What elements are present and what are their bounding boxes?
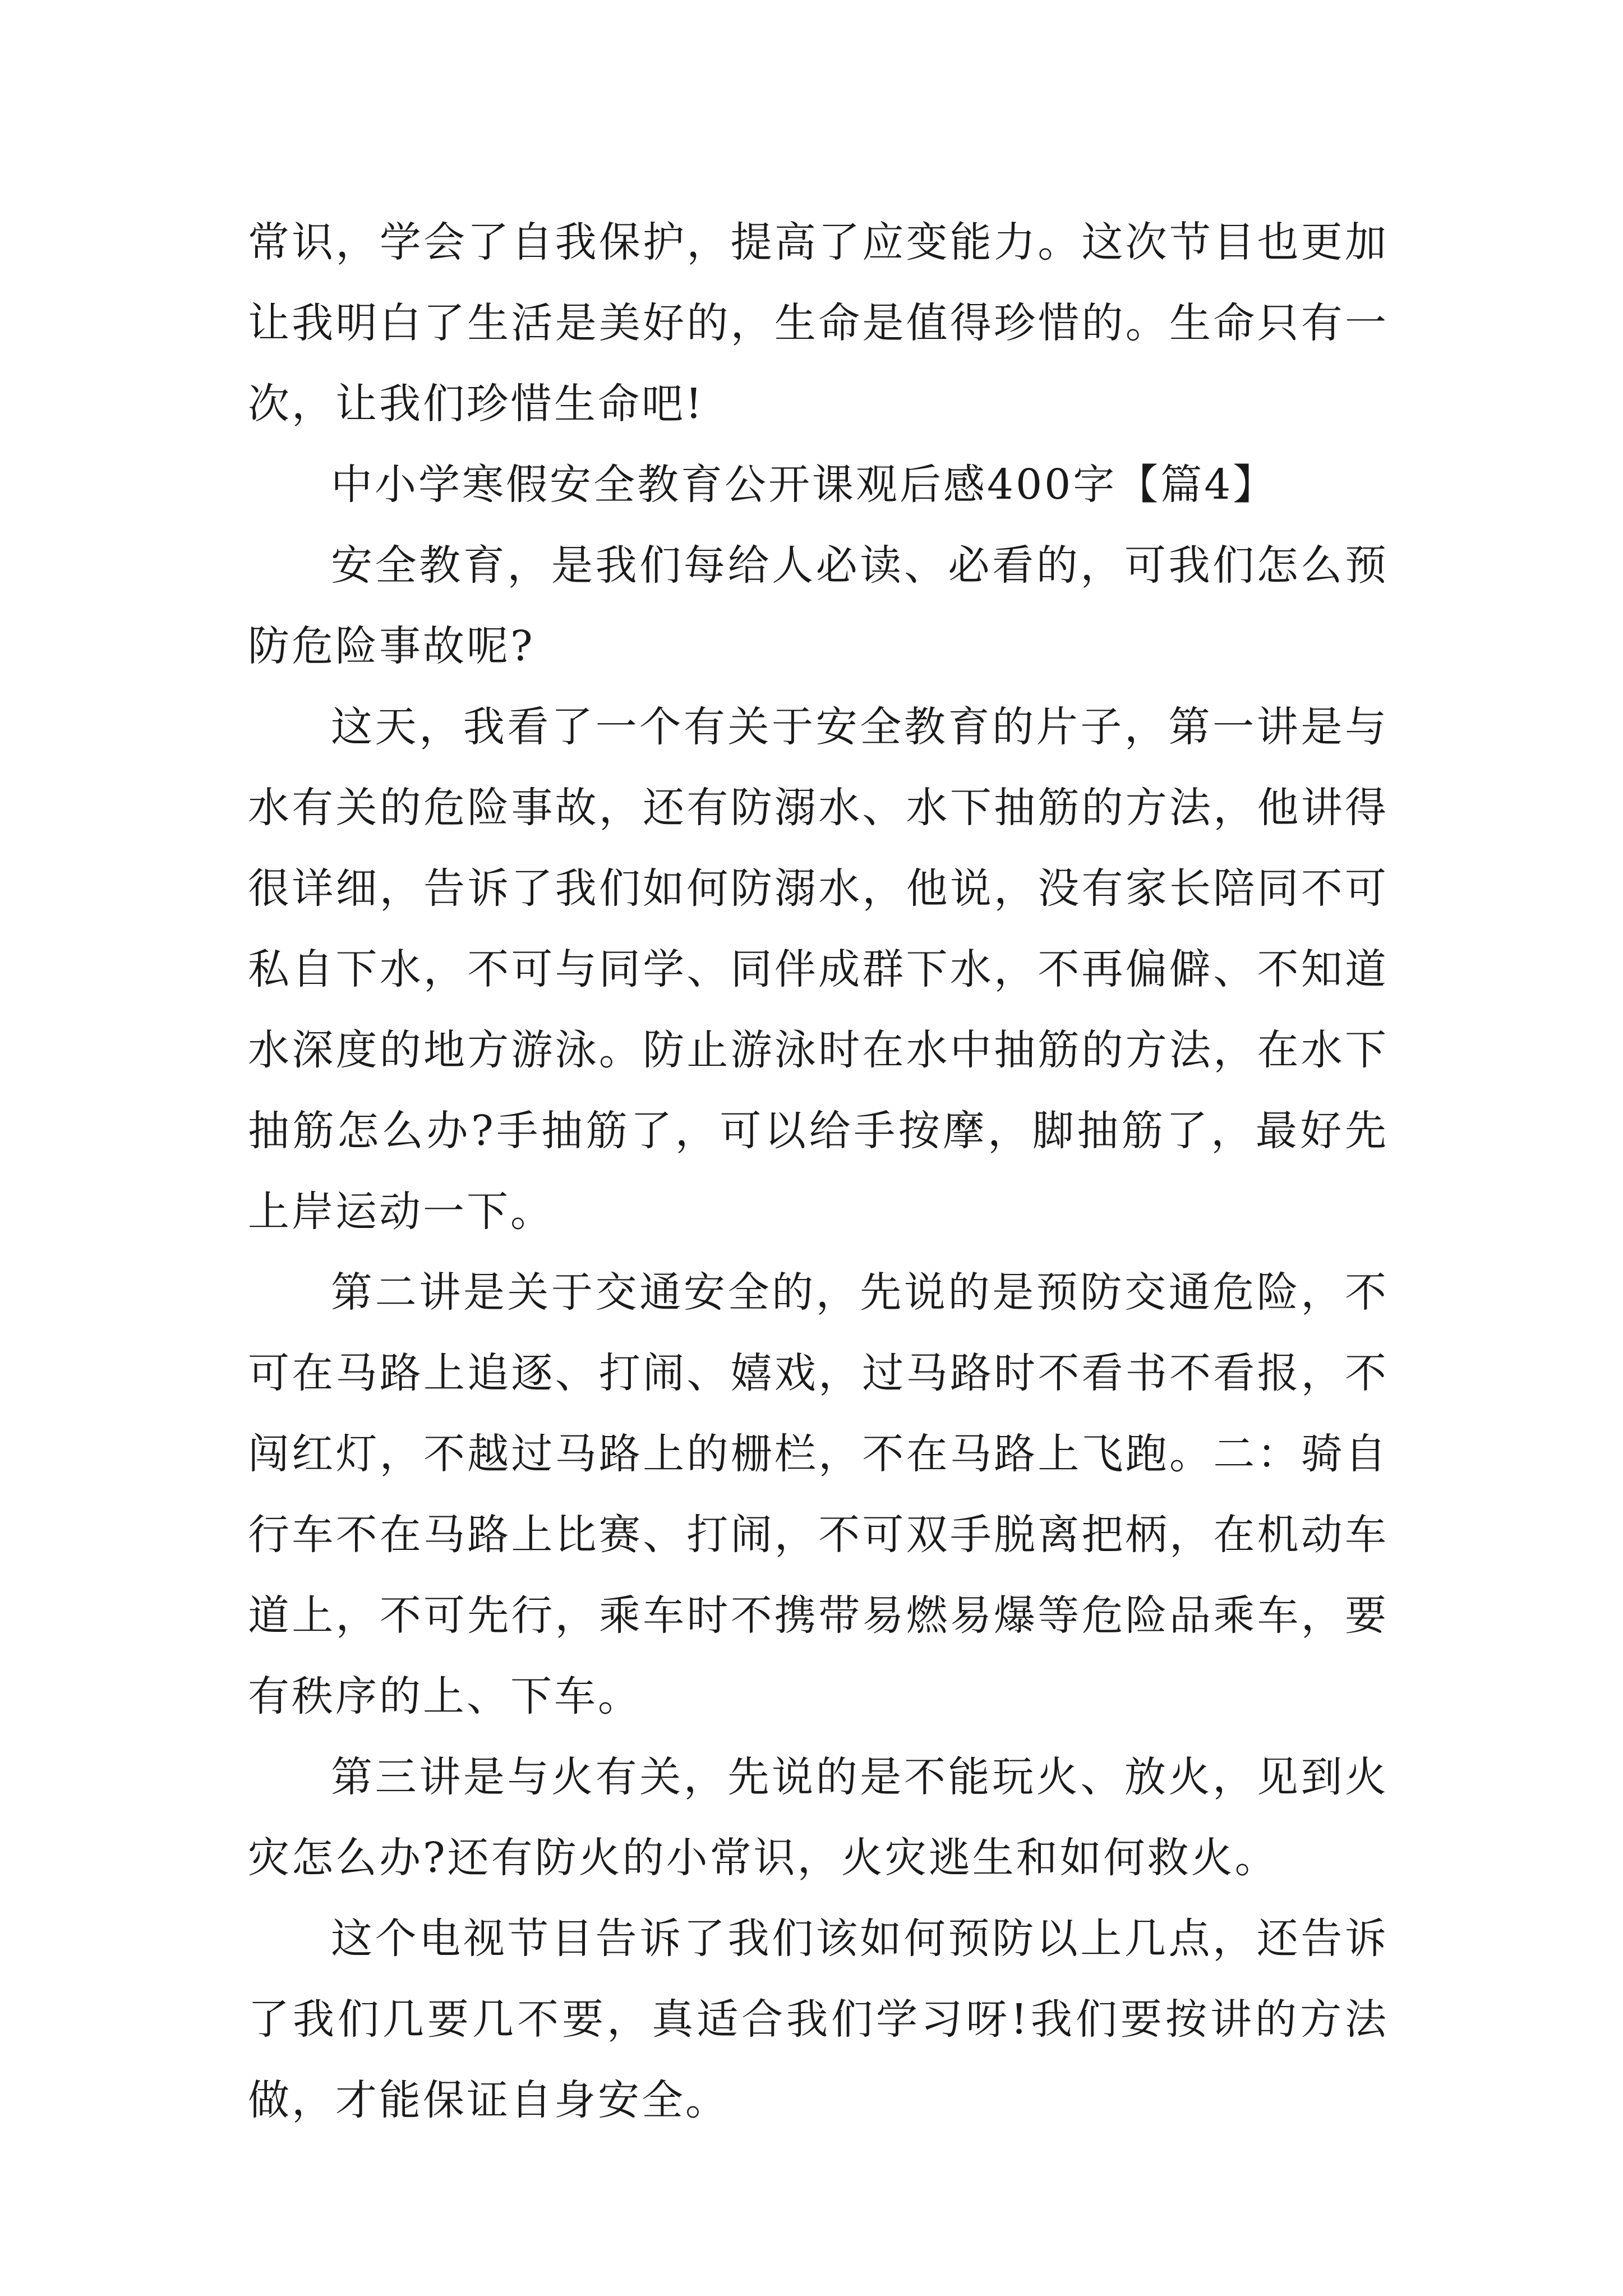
paragraph-continuation: 常识，学会了自我保护，提高了应变能力。这次节目也更加让我明白了生活是美好的，生命是值得珍惜的。生命只有一次，让我们珍惜生命吧! (248, 218, 1389, 428)
document-body (248, 202, 1389, 2141)
paragraph-5: 这个电视节目告诉了我们该如何预防以上几点，还告诉了我们几要几不要，真适合我们学习呀!我们要按讲的方法做，才能保证自身安全。 (248, 1915, 1389, 2124)
section-title: 中小学寒假安全教育公开课观后感400字【篇4】 (331, 461, 1277, 509)
paragraph-3: 第二讲是关于交通安全的，先说的是预防交通危险，不可在马路上追逐、打闹、嬉戏，过马路时不看书不看报，不闯红灯，不越过马路上的栅栏，不在马路上飞跑。二：骑自行车不在马路上比赛、打闹，不可双手脱离把柄，在机动车道上，不可先行，乘车时不携带易燃易爆等危险品乘车，要有秩序的上、下车。 (248, 1268, 1389, 1720)
paragraph-4: 第三讲是与火有关，先说的是不能玩火、放火，见到火灾怎么办?还有防火的小常识，火灾逃生和如何救火。 (248, 1753, 1389, 1882)
paragraph-2: 这天，我看了一个有关于安全教育的片子，第一讲是与水有关的危险事故，还有防溺水、水下抽筋的方法，他讲得很详细，告诉了我们如何防溺水，他说，没有家长陪同不可私自下水，不可与同学、同伴成群下水，不再偏僻、不知道水深度的地方游泳。防止游泳时在水中抽筋的方法，在水下抽筋怎么办?手抽筋了，可以给手按摩，脚抽筋了，最好先上岸运动一下。 (248, 703, 1389, 1236)
paragraph-1: 安全教育，是我们每给人必读、必看的，可我们怎么预防危险事故呢? (248, 541, 1389, 670)
